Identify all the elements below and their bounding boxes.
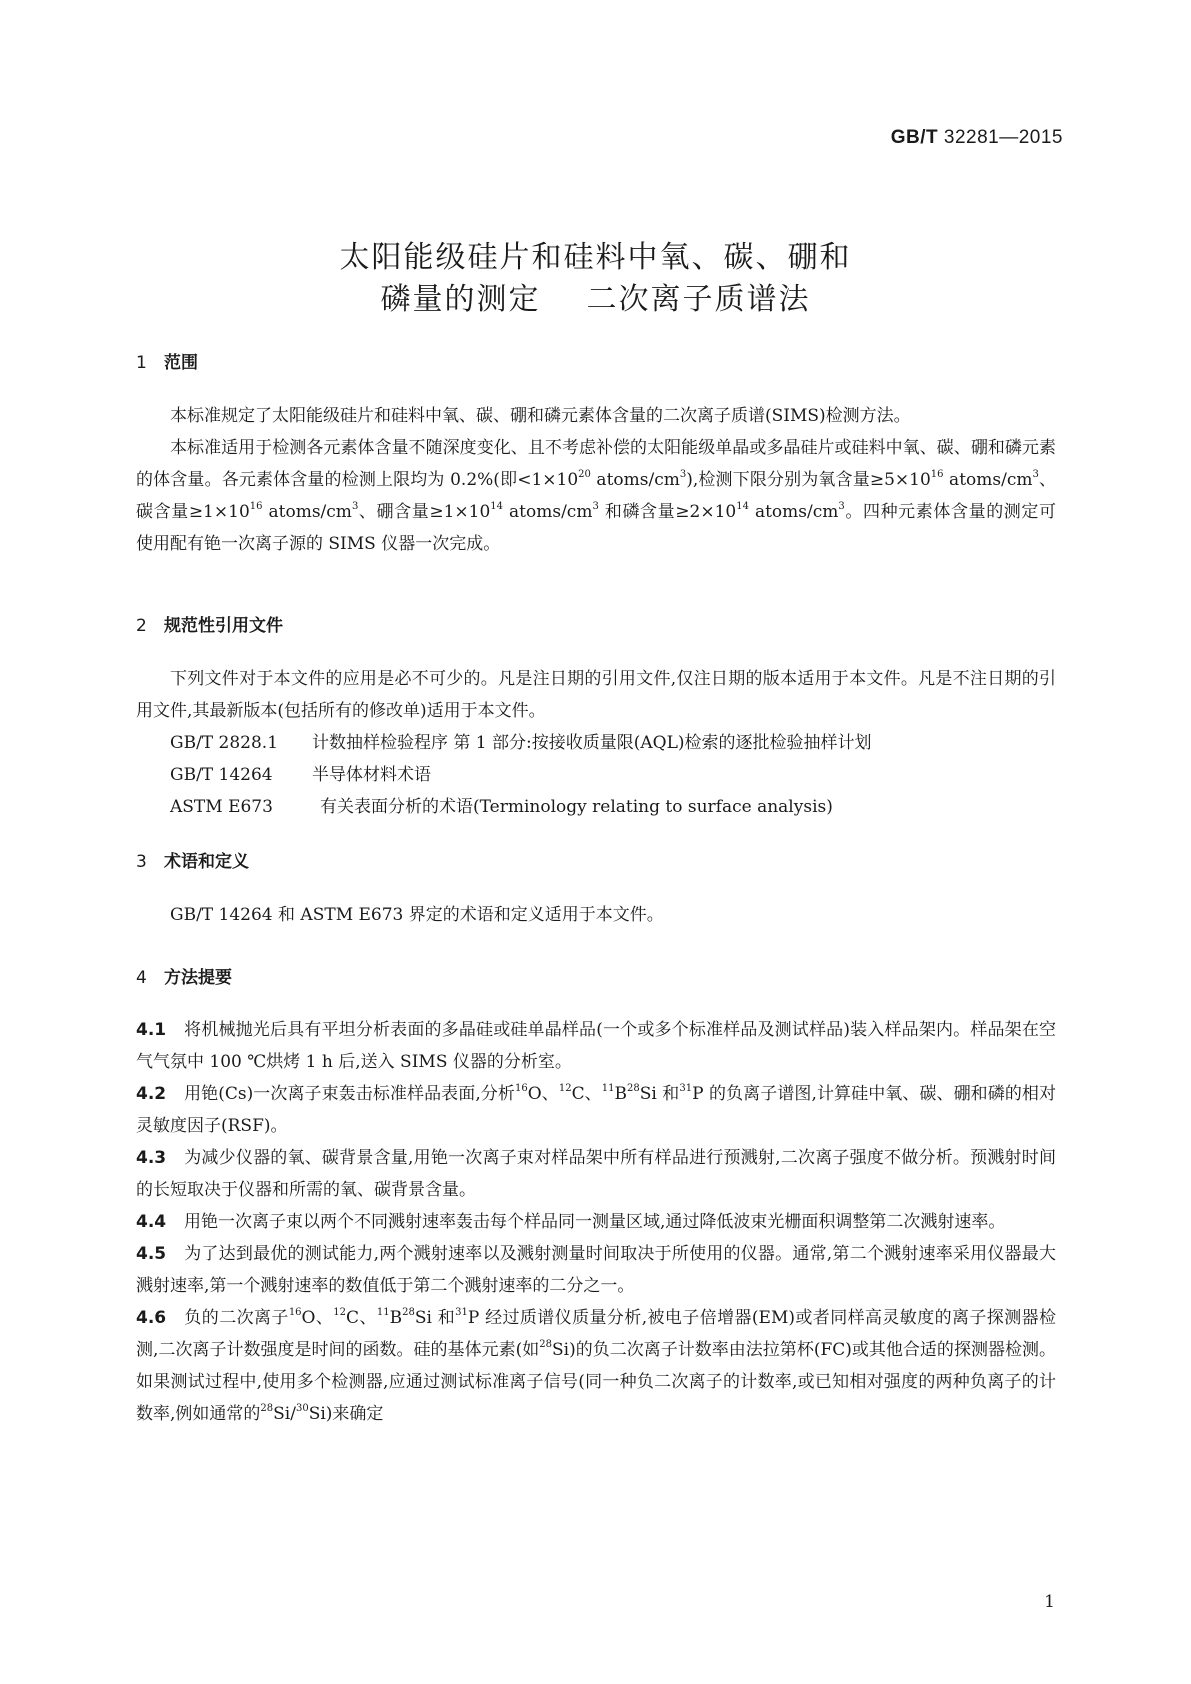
section-heading-4: 4 方法提要 <box>136 968 232 988</box>
reference-item: GB/T 2828.1 计数抽样检验程序 第 1 部分:按接收质量限(AQL)检索的逐批检验抽样计划 <box>170 733 872 753</box>
terms-paragraph: GB/T 14264 和 ASTM E673 界定的术语和定义适用于本文件。 <box>170 905 664 925</box>
document-title-line1: 太阳能级硅片和硅料中氧、碳、硼和 <box>339 240 852 275</box>
section-heading-1: 1 范围 <box>136 353 198 373</box>
scope-paragraph-1: 本标准规定了太阳能级硅片和硅料中氧、碳、硼和磷元素体含量的二次离子质谱(SIMS)检测方法。 <box>170 406 911 426</box>
section-heading-2: 2 规范性引用文件 <box>136 616 283 636</box>
method-item-4-3: 4.3 为减少仪器的氧、碳背景含量,用铯一次离子束对样品架中所有样品进行预溅射,二次离子强度不做分析。预溅射时间的长短取决于仪器和所需的氧、碳背景含量。 <box>136 1148 1056 1200</box>
document-title-line2: 磷量的测定 二次离子质谱法 <box>380 282 811 317</box>
method-item-4-1: 4.1 将机械抛光后具有平坦分析表面的多晶硅或硅单晶样品(一个或多个标准样品及测试样品)装入样品架内。样品架在空气气氛中 100 ℃烘烤 1 h 后,送入 SIMS 仪器的分析室。 <box>136 1020 1056 1072</box>
section-1-body <box>136 400 1056 560</box>
scope-paragraph-2: 本标准适用于检测各元素体含量不随深度变化、且不考虑补偿的太阳能级单晶或多晶硅片或硅料中氧、碳、硼和磷元素的体含量。各元素体含量的检测上限均为 0.2%(即$<1\times 10^{20}$ atoms/$cm^3$),检测下限分别为氧含量$\ge 5\times 10^{16}$ atoms/$cm^3$、碳含量$\ge 1\times 10^{16}$ atoms/$cm^3$、硼含量$\ge 1\times 10^{14}$ atoms/$cm^3$ 和磷含量$\ge 2\times 10^{14}$ atoms/$cm^3$。四种元素体含量的测定可使用配有铯一次离子源的 SIMS 仪器一次完成。 <box>136 438 1057 554</box>
section-heading-3: 3 术语和定义 <box>136 852 249 872</box>
method-item-4-6: 4.6 负的二次离子$^{16}$O、$^{12}$C、$^{11}B^{28}Si$ 和$^{31}$P 经过质谱仪质量分析,被电子倍增器(EM)或者同样高灵敏度的离子探测器检测,二次离子计数强度是时间的函数。硅的基体元素(如$^{28}$Si)的负二次离子计数率由法拉第杯(FC)或其他合适的探测器检测。如果测试过程中,使用多个检测器,应通过测试标准离子信号(同一种负二次离子的计数率,或已知相对强度的两种负离子的计数率,例如通常的$^{28}$Si/$^{30}$Si)来确定 <box>136 1307 1057 1424</box>
section-3-body <box>136 899 1056 931</box>
method-item-4-2: 4.2 用铯(Cs)一次离子束轰击标准样品表面,分析$^{16}$O、$^{12}$C、$^{11}B^{28}Si$ 和$^{31}$P 的负离子谱图,计算硅中氧、碳、硼和磷的相对灵敏度因子(RSF)。 <box>136 1083 1057 1136</box>
reference-item: ASTM E673 有关表面分析的术语(Terminology relating to surface analysis) <box>170 797 833 817</box>
method-item-4-4: 4.4 用铯一次离子束以两个不同溅射速率轰击每个样品同一测量区域,通过降低波束光栅面积调整第二次溅射速率。 <box>136 1212 1006 1232</box>
page-number: 1 <box>1044 1592 1055 1612</box>
section-4-body <box>136 1014 1056 1430</box>
standard-code: GB/T 32281—2015 <box>890 127 1063 148</box>
normative-references-intro: 下列文件对于本文件的应用是必不可少的。凡是注日期的引用文件,仅注日期的版本适用于本文件。凡是不注日期的引用文件,其最新版本(包括所有的修改单)适用于本文件。 <box>136 669 1056 721</box>
section-2-body <box>136 663 1056 823</box>
method-item-4-5: 4.5 为了达到最优的测试能力,两个溅射速率以及溅射测量时间取决于所使用的仪器。通常,第二个溅射速率采用仪器最大溅射速率,第一个溅射速率的数值低于第二个溅射速率的二分之一。 <box>136 1244 1056 1296</box>
reference-item: GB/T 14264 半导体材料术语 <box>170 765 431 785</box>
